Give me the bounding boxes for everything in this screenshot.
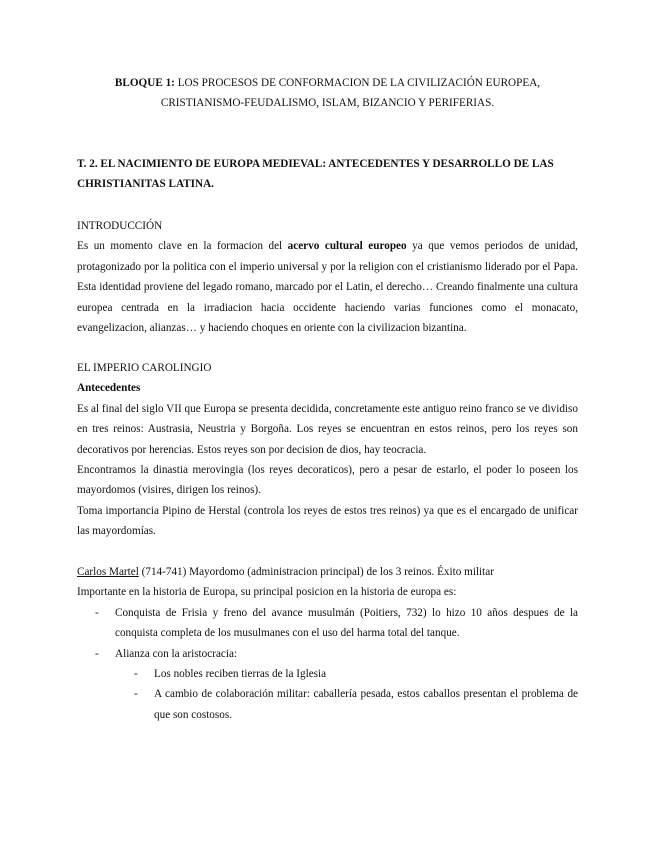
intro-section [77,216,578,338]
carolingio-heading: EL IMPERIO CAROLINGIO [77,362,212,374]
intro-text-bold: acervo cultural europeo [287,240,407,253]
martel-subbullets [77,664,578,725]
list-item: - A cambio de colaboración militar: caballería pesada, estos caballos presentan el problema de que son costosos. [77,684,578,725]
intro-heading: INTRODUCCIÓN [77,220,163,232]
title-line1: LOS PROCESOS DE CONFORMACION DE LA CIVILIZACIÓN EUROPEA, [174,77,541,89]
martel-bullets [77,603,578,664]
document-title [77,73,578,114]
topic-line2: CHRISTIANITAS LATINA. [77,178,214,191]
martel-line [77,562,578,582]
list-item: - Conquista de Frisia y freno del avance musulmán (Poitiers, 732) lo hizo 10 años despues de la conquista completa de los musulmanes con el uso del harma total del tanque. [77,603,578,644]
list-item: - Alianza con la aristocracia: [77,644,578,664]
martel-name: Carlos Martel [77,566,139,578]
antecedentes-heading: Antecedentes [77,382,141,395]
topic-title [77,154,578,195]
martel-desc: (714-741) Mayordomo (administracion principal) de los 3 reinos. Éxito militar [138,566,494,578]
carolingio-paragraph-3: Toma importancia Pipino de Herstal (controla los reyes de estos tres reinos) ya que es el encargado de unificar las mayordomías. [77,504,578,538]
intro-paragraph [77,236,578,338]
carolingio-paragraph-1: Es al final del siglo VII que Europa se presenta decidida, concretamente este antiguo reino franco se ve dividiso en tres reinos: Austrasia, Neustria y Borgoña. Los reyes se encuentran en estos reinos, pero los reyes son decorativos por herencias. Estos reyes son por decision de dios, hay teocracia. [77,402,578,456]
list-item: - Los nobles reciben tierras de la Iglesia [77,664,578,684]
intro-text-a: Es un momento clave en la formacion del [77,240,288,253]
carolingio-paragraph-2: Encontramos la dinastia merovingia (los reyes decoraticos), pero a pesar de estarlo, el poder lo poseen los mayordomos (visires, dirigen los reinos). [77,464,578,497]
title-bold: BLOQUE 1: [114,77,175,89]
carolingio-section [77,358,578,542]
martel-line2: Importante en la historia de Europa, su principal posicion en la historia de europa es: [77,586,457,599]
topic-line1: T. 2. EL NACIMIENTO DE EUROPA MEDIEVAL: ANTECEDENTES Y DESARROLLO DE LAS [77,158,554,170]
martel-section [77,562,578,725]
intro-text-b: ya que vemos periodos de unidad, protagonizado por la politica con el imperio universal y por la religion con el cristianismo liderado por el Papa. Esta identidad proviene del legado romano, marcado por el Latin, el derecho… Creando finalmente una cultura europea centrada en la irradiacion hacia occidente haciendo varias funciones como el monacato, evangelizacion, alianzas… y haciendo choques en oriente con la civilizacion bizantina. [77,240,578,335]
title-line2: CRISTIANISMO-FEUDALISMO, ISLAM, BIZANCIO Y PERIFERIAS. [160,97,495,110]
